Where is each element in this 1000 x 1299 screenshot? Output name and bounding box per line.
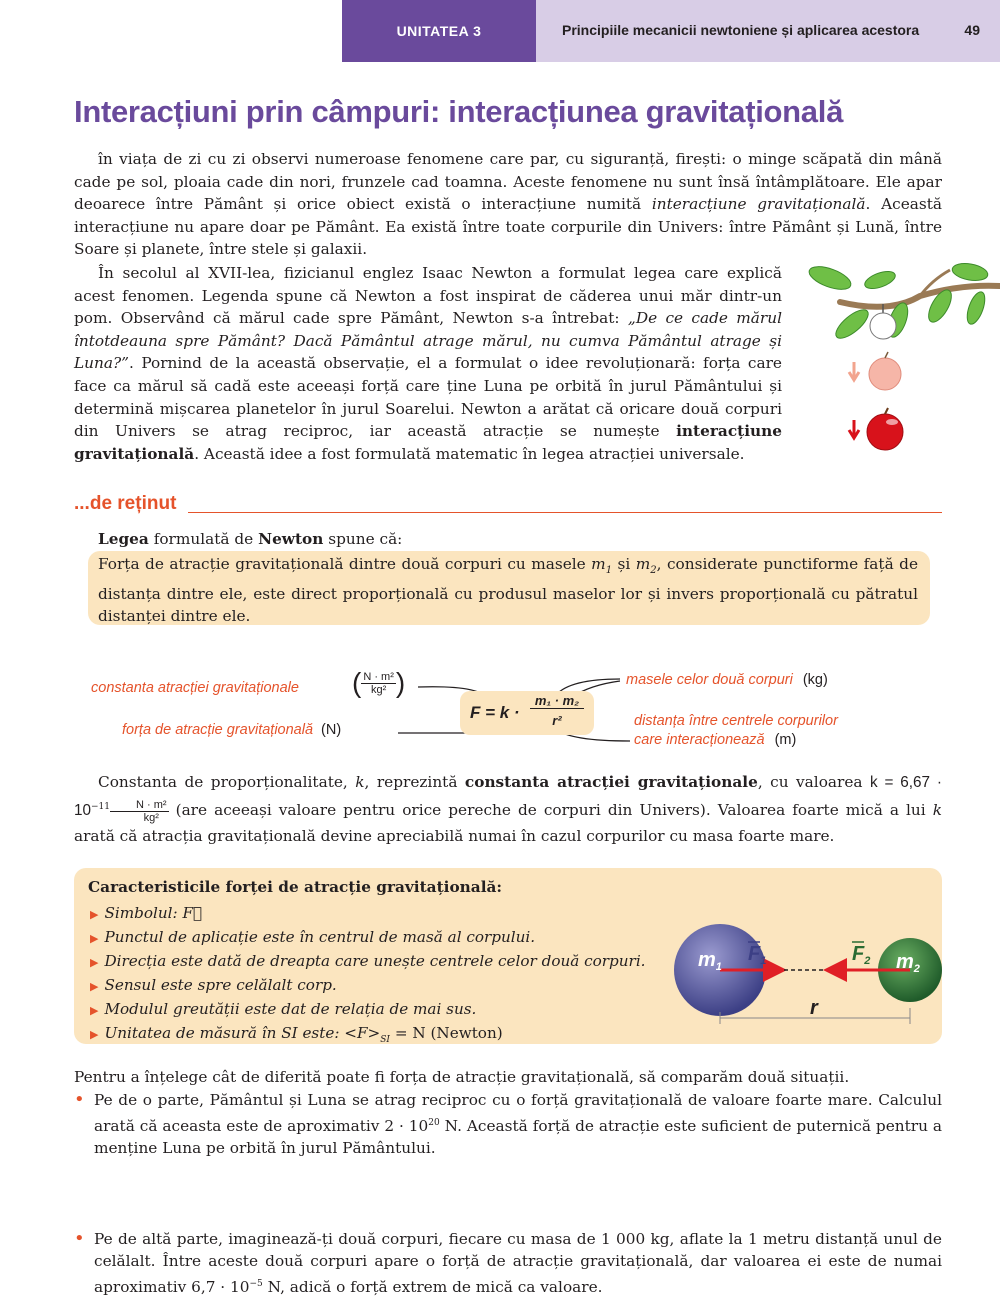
formula-diagram [0,655,1000,765]
label-distance [634,713,838,748]
formula-box [460,691,594,735]
comparison-bullet-2 [74,1228,942,1299]
item-text: Direcția este dată de dreapta care unește centrele celor două corpuri. [104,952,646,970]
triangle-bullet-icon: ▶ [90,1028,99,1041]
key-term: interacțiune gravitațională [74,422,782,463]
label-masses [626,669,828,688]
constant-value: k = 6,67 · 10 [74,774,943,820]
branch [806,262,1000,343]
list-item [90,1022,646,1051]
exponent: 20 [428,1117,440,1128]
text: (are aceeași valoare pentru orice pereche de corpuri din Univers). Valoarea foarte mică a lui [168,801,933,820]
mass-symbol: m [635,555,651,573]
formula-left: F = k · [470,703,520,722]
text: În secolul al XVII-lea, fizicianul englez Isaac Newton a formulat legea care explică acest fenomen. Legenda spune că Newton a fost inspirat de căderea unui măr dintr-un pom. Observând că mărul cade spre Pământ, Newton s-a întrebat: [74,264,782,328]
exponent: −11 [91,802,111,812]
symbol: k [932,801,942,820]
characteristics-list [90,902,646,1051]
text: N, adică o forță extrem de mică ca valoare. [262,1278,603,1297]
unit-numerator: N · m² [110,799,169,812]
list-item [90,974,646,998]
chapter-title: Principiile mecanicii newtoniene și aplicarea acestora [562,22,920,38]
unit-denominator: kg² [370,683,387,696]
unit-label: UNITATEA 3 [396,23,482,39]
text: , reprezintă [364,773,465,791]
characteristics-box [74,868,942,1044]
law-box [88,551,930,625]
text: . Această idee a fost formulată matematic în legea atracției universale. [194,444,745,463]
constant-unit: ( $\frac{\text{N · m²}}{\text{kg²}}$ ) [352,667,406,698]
triangle-bullet-icon: ▶ [90,1004,99,1017]
law-text [98,553,918,628]
label-constant [91,677,299,696]
key-term: constanta atracției gravitaționale [464,773,758,791]
text: arată că atracția gravitațională devine apreciabilă numai în cazul corpurilor cu masa foarte mare. [74,826,835,845]
comparison-intro: Pentru a înțelege cât de diferită poate fi forța de atracție gravitațională, să comparăm două situații. [74,1068,850,1086]
text: , considerate punctiforme față de distanța dintre ele, este direct proporțională cu produsul maselor lor și invers proporțională cu pătratul distanței dintre ele. [98,555,919,626]
quote: „De ce cade mărul întotdeauna spre Pământ? Dacă Pământul atrage mărul, nu cumva Pământul atrage și Luna?” [74,309,782,373]
chapter-header [536,0,1000,62]
bold-text: Legea [98,530,149,548]
characteristics-title: Caracteristicile forței de atracție gravitațională: [88,878,503,896]
list-item [90,998,646,1022]
text: formulată de [148,530,259,548]
exponent: −5 [249,1279,263,1290]
constant-paragraph [74,770,942,849]
label-text: masele celor două corpuri [626,672,793,688]
heading-rule [188,512,942,513]
bold-text: Newton [258,530,324,548]
text: Constanta de proporționalitate, [98,773,356,791]
triangle-bullet-icon: ▶ [90,956,99,969]
subscript: 1 [605,565,613,577]
emphasis: interacțiune gravitațională [651,195,866,214]
text: și [612,555,636,573]
item-text: Unitatea de măsură în SI este: <F> [104,1024,381,1042]
text: spune că: [323,530,403,548]
intro-paragraph-2 [74,262,782,465]
unit-text: (m) [774,732,797,748]
falling-apple-illustration [800,262,1000,462]
item-text: Sensul este spre celălalt corp. [104,976,337,994]
item-text: Punctul de aplicație este în centrul de masă al corpului. [104,928,536,946]
item-text: Modulul greutății este dat de relația de mai sus. [104,1000,477,1018]
formula-denominator: r² [552,713,562,728]
unit-text: (kg) [802,672,828,688]
subscript: SI [380,1035,390,1046]
mass-symbol: m [591,555,606,573]
comparison-bullet-1 [74,1089,942,1160]
unit-text: (N) [321,722,342,738]
unit-numerator: N · m² [363,670,394,683]
item-text: Simbolul: F⃗ [104,904,203,922]
subscript: 2 [650,565,657,577]
intro-paragraph-1 [74,148,942,261]
text: Pe de o parte, Pământul și Luna se atrag reciproc cu o forță gravitațională de valoare foarte mare. Calculul arată că aceasta este de aproximativ 2 · 10 [94,1091,942,1135]
text: . Pornind de la această observație, el a formulat o idee revoluționară: forța care face ca mărul să cadă este aceeași forță care ține Luna pe orbită în jurul Pământului și determină mișcarea planetelor în jurul Soarelui. Newton a arătat că oricare două corpuri din Univers se atrag reciproc, iar această atracție se numește [74,354,782,441]
text: . Această interacțiune nu apare doar pe Pământ. Ea există între toate corpurile din Univers: între Pământ și Lună, între Soare și planete, între stele și galaxii. [74,195,942,259]
mass-1-label: $m_1$ [698,949,722,973]
text: Pe de altă parte, imaginează-ți două corpuri, fiecare cu masa de 1 000 kg, aflate la 1 metru distanță unul de celălalt. Între aceste două corpuri apare o forță de atracție gravitațională, dar valoarea ei este de numai aproximativ 6,7 · 10 [94,1229,942,1297]
page-title: Interacțiuni prin câmpuri: interacțiunea gravitațională [74,94,844,129]
formula-numerator: m₁ · m₂ [530,693,584,709]
triangle-bullet-icon: ▶ [90,932,99,945]
retinut-heading: ...de reținut [74,493,177,514]
text: Forța de atracție gravitațională dintre două corpuri cu masele [98,555,592,573]
page-number: 49 [964,22,980,38]
law-lead [98,528,402,551]
list-item [90,950,646,974]
label-text: constanta atracției gravitaționale [91,680,299,696]
text: , cu valoarea [757,773,870,791]
unit-tab [342,0,536,62]
list-item [90,902,646,926]
text: în viața de zi cu zi observi numeroase fenomene care par, cu siguranță, firești: o minge scăpată din mână cade pe sol, ploaia cade din nori, frunzele cad toamna. Aceste fenomene nu sunt însă întâmplătoare. Ele apar deoarece între Pământ și orice obiect există o interacțiune numită [74,150,942,214]
list-item [90,926,646,950]
label-force [122,719,341,738]
item-text: = N (Newton) [390,1024,503,1042]
mass-2-label: $m_2$ [896,951,920,975]
label-text: forța de atracție gravitațională [122,722,314,738]
unit-denominator: kg² [143,811,159,824]
force-2-label: $F_2$ [852,943,871,967]
apple-red [849,408,903,450]
apple-light [849,352,901,390]
two-body-diagram [644,914,944,1044]
distance-label: r [810,997,818,1019]
triangle-bullet-icon: ▶ [90,908,99,921]
label-text: care interacționează [634,732,765,748]
triangle-bullet-icon: ▶ [90,980,99,993]
text: N. Această forță de atracție este suficient de puternică pentru a menține Luna pe orbită în jurul Pământului. [94,1116,942,1158]
force-1-label: $F_1$ [748,943,767,967]
symbol: k [355,773,365,791]
label-text: distanța între centrele corpurilor [634,713,838,729]
